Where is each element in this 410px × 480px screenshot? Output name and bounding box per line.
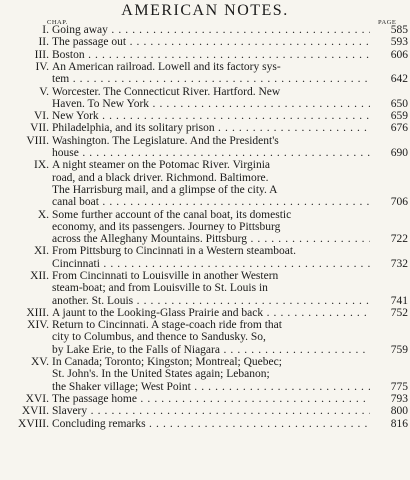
toc-entry (0, 49, 410, 61)
chapter-number: XIV. (27, 319, 49, 332)
page-number: 690 (390, 146, 408, 159)
chapter-title-line: A night steamer on the Potomac River. Virginia (52, 159, 270, 172)
page-number: 706 (390, 196, 408, 209)
chapter-title (52, 245, 370, 270)
chapter-number: XIII. (26, 306, 49, 319)
toc-entry (0, 319, 410, 356)
chapter-number: XII. (30, 270, 49, 282)
chapter-number: IX. (33, 159, 49, 172)
page-number: 585 (390, 24, 408, 36)
chapter-number: I. (42, 24, 49, 36)
chapter-number: XV. (30, 356, 49, 369)
chapter-title-line: The Harrisburg mail, and a glimpse of the city. A (52, 183, 278, 196)
chapter-title (52, 319, 370, 356)
chapter-title-line: city to Columbus, and thence to Sandusky. So, (52, 331, 266, 344)
chapter-title-line: Going away . . . (52, 24, 370, 36)
chapter-title-line: Cincinnati . . . (52, 258, 370, 270)
chapter-title (52, 159, 370, 208)
toc-entry (0, 356, 410, 393)
toc-entry (0, 36, 410, 48)
chapter-title (52, 122, 370, 134)
chapter-column-header: CHAP. (47, 19, 68, 26)
chapter-title (52, 418, 370, 430)
chapter-title (52, 393, 370, 405)
toc-entry (0, 270, 410, 307)
chapter-title-line: Haven. To New York . . . (52, 98, 370, 110)
page-number: 732 (390, 257, 408, 270)
page-number: 793 (390, 393, 408, 405)
chapter-title-line: Concluding remarks . . . (52, 418, 370, 430)
toc-entry (0, 86, 410, 111)
chapter-title (52, 405, 370, 417)
chapter-number: XI. (33, 245, 49, 258)
chapter-title (52, 356, 370, 393)
chapter-title-line: A jaunt to the Looking-Glass Prairie and back . . . (52, 307, 370, 319)
chapter-title (52, 36, 370, 48)
page-column-header: PAGE (378, 19, 397, 26)
chapter-title-line: across the Alleghany Mountains. Pittsburg . . . (52, 233, 370, 245)
chapter-title-line: canal boat . . . (52, 196, 370, 208)
chapter-number: VII. (30, 122, 49, 135)
toc-entry (0, 393, 410, 405)
page-number: 642 (390, 73, 408, 86)
page-number: 650 (390, 97, 408, 110)
chapter-number: XVII. (21, 405, 49, 418)
chapter-number: II. (38, 36, 49, 49)
chapter-title-line: St. John's. In the United States again; Lebanon; (52, 368, 270, 381)
toc-entry (0, 135, 410, 160)
page-number: 759 (390, 343, 408, 356)
page-title: AMERICAN NOTES. (121, 2, 289, 19)
toc-entry (0, 307, 410, 319)
chapter-title-line: Boston . . . (52, 49, 370, 61)
chapter-title-line: by Lake Erie, to the Falls of Niagara . . . (52, 344, 370, 356)
chapter-title (52, 209, 370, 246)
chapter-title-line: An American railroad. Lowell and its factory sys- (52, 60, 281, 73)
chapter-title-line: The passage home . . . (52, 393, 370, 405)
toc-entry (0, 405, 410, 417)
chapter-title-line: Washington. The Legislature. And the President's (52, 134, 279, 147)
page-number: 593 (390, 36, 408, 49)
chapter-title (52, 49, 370, 61)
chapter-title-line: tem . . . (52, 73, 370, 85)
chapter-title-line: road, and a black driver. Richmond. Baltimore. (52, 171, 269, 184)
chapter-title-line: steam-boat; and from Louisville to St. Louis in (52, 282, 268, 295)
chapter-title-line: The passage out . . . (52, 36, 370, 48)
page-number: 676 (390, 122, 408, 135)
chapter-title-line: Return to Cincinnati. A stage-coach ride from that (52, 319, 282, 332)
chapter-title (52, 135, 370, 160)
chapter-number: VIII. (26, 134, 49, 147)
page-number: 741 (390, 294, 408, 307)
chapter-number: X. (37, 208, 49, 221)
toc-entry (0, 159, 410, 208)
toc-entry (0, 245, 410, 270)
chapter-title-line: economy, and its passengers. Journey to Pittsburg (52, 220, 281, 233)
page-number: 775 (390, 380, 408, 393)
chapter-number: IV. (35, 60, 49, 73)
chapter-number: VI. (33, 110, 49, 123)
page-number: 752 (390, 306, 408, 319)
chapter-title-line: In Canada; Toronto; Kingston; Montreal; Quebec; (52, 356, 282, 369)
chapter-number: III. (34, 48, 49, 61)
chapter-title (52, 270, 370, 307)
toc-entry (0, 209, 410, 246)
page-number: 816 (390, 417, 408, 430)
page-number: 800 (390, 405, 408, 418)
chapter-number: V. (39, 85, 49, 98)
page-number: 606 (390, 48, 408, 61)
chapter-title-line: From Cincinnati to Louisville in another Western (52, 270, 279, 282)
page-number: 722 (390, 233, 408, 246)
page-number: 659 (390, 110, 408, 123)
toc-entry (0, 24, 410, 36)
chapter-title-line: Slavery . . . (52, 405, 370, 417)
toc-entry (0, 61, 410, 86)
chapter-title-line: Some further account of the canal boat, its domestic (52, 208, 292, 221)
chapter-title (52, 61, 370, 86)
chapter-title-line: New York . . . (52, 110, 370, 122)
toc-entry (0, 418, 410, 430)
chapter-title-line: Philadelphia, and its solitary prison . . . (52, 122, 370, 134)
chapter-title-line: From Pittsburg to Cincinnati in a Western steamboat. (52, 245, 296, 258)
chapter-title-line: Worcester. The Connecticut River. Hartford. New (52, 85, 281, 98)
chapter-title (52, 24, 370, 36)
chapter-title (52, 86, 370, 111)
chapter-title-line: the Shaker village; West Point . . . (52, 381, 370, 393)
chapter-number: XVIII. (18, 417, 49, 430)
chapter-title-line: house . . . (52, 147, 370, 159)
chapter-title (52, 307, 370, 319)
chapter-title-line: another. St. Louis . . . (52, 295, 370, 307)
chapter-number: XVI. (25, 393, 49, 405)
toc-entry (0, 122, 410, 134)
chapter-title (52, 110, 370, 122)
toc-entry (0, 110, 410, 122)
